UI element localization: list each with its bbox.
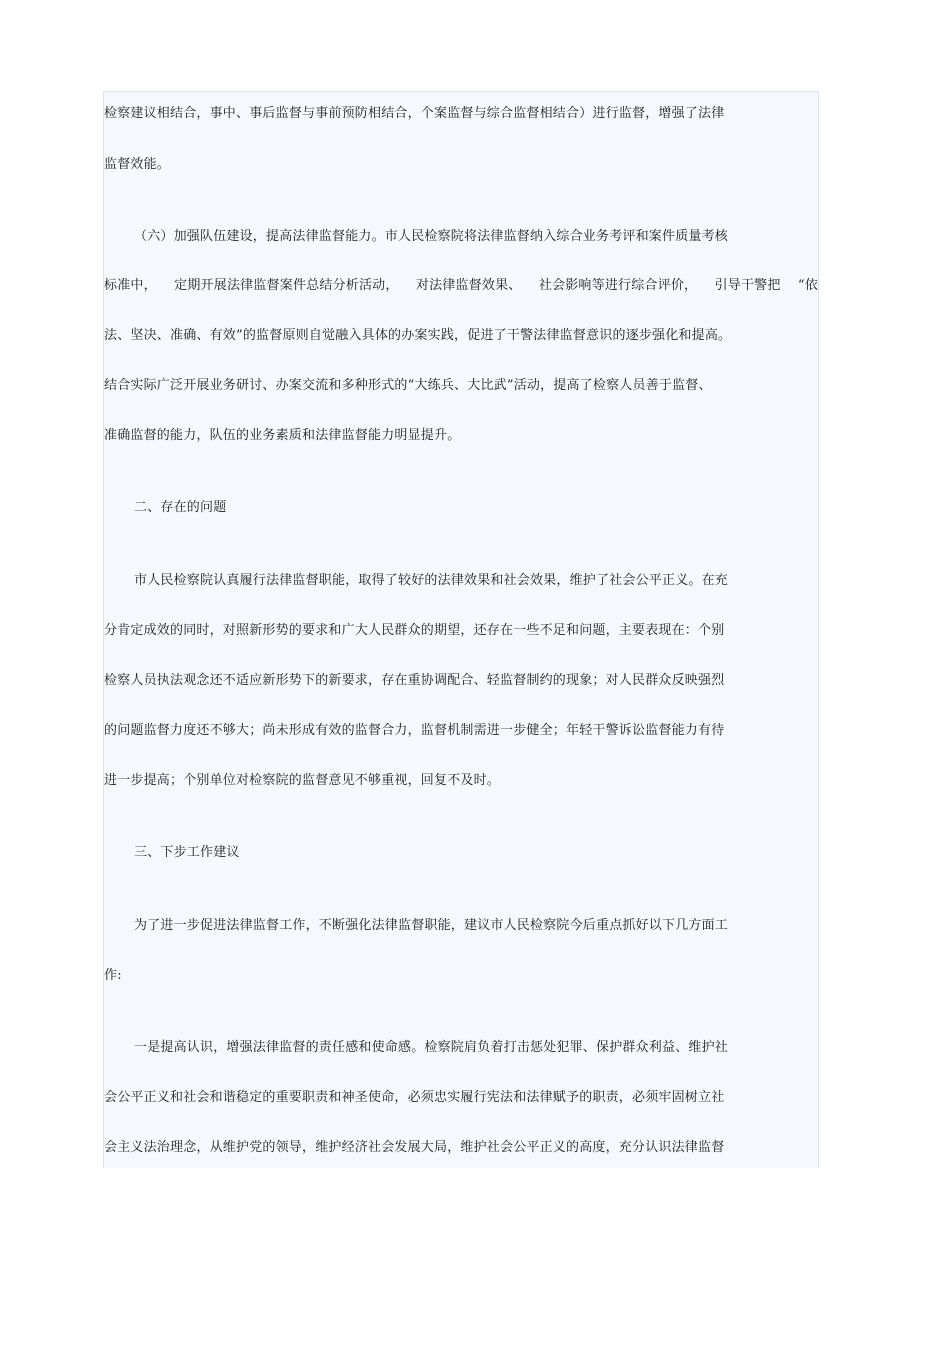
- paragraph-line: 为了进一步促进法律监督工作，不断强化法律监督职能，建议市人民检察院今后重点抓好以下几方面工: [134, 918, 729, 933]
- paragraph-line: 会主义法治理念，从维护党的领导，维护经济社会发展大局，维护社会公平正义的高度，充分认识法律监督: [104, 1140, 725, 1155]
- text-fragment: 标准中，: [104, 278, 157, 293]
- section-heading: 二、存在的问题: [134, 500, 227, 515]
- paragraph-line: 市人民检察院认真履行法律监督职能，取得了较好的法律效果和社会效果，维护了社会公平正义。在充: [134, 573, 729, 588]
- paragraph-line: 结合实际广泛开展业务研讨、办案交流和多种形式的“大练兵、大比武”活动，提高了检察人员善于监督、: [104, 378, 712, 393]
- paragraph-line: 的问题监督力度还不够大；尚未形成有效的监督合力，监督机制需进一步健全；年轻干警诉讼监督能力有待: [104, 723, 725, 738]
- text-fragment: “依: [797, 278, 818, 293]
- paragraph-line: 会公平正义和社会和谐稳定的重要职责和神圣使命，必须忠实履行宪法和法律赋予的职责，必须牢固树立社: [104, 1090, 725, 1105]
- paragraph-line: （六）加强队伍建设，提高法律监督能力。市人民检察院将法律监督纳入综合业务考评和案件质量考核: [134, 229, 729, 244]
- paragraph-line: 准确监督的能力，队伍的业务素质和法律监督能力明显提升。: [104, 428, 461, 443]
- paragraph-line: 检察人员执法观念还不适应新形势下的新要求，存在重协调配合、轻监督制约的现象；对人民群众反映强烈: [104, 673, 725, 688]
- paragraph-line: 作:: [104, 968, 122, 983]
- paragraph-line: [104, 277, 818, 295]
- paragraph-line: 进一步提高；个别单位对检察院的监督意见不够重视，回复不及时。: [104, 773, 501, 788]
- text-fragment: 定期开展法律监督案件总结分析活动，: [174, 278, 399, 293]
- document-body: [103, 91, 819, 1168]
- paragraph-line: 监督效能。: [104, 157, 171, 172]
- paragraph-line: 一是提高认识，增强法律监督的责任感和使命感。检察院肩负着打击惩处犯罪、保护群众利益、维护社: [134, 1040, 729, 1055]
- text-fragment: 社会影响等进行综合评价，: [538, 278, 698, 293]
- text-fragment: 引导干警把: [714, 278, 781, 293]
- text-fragment: 对法律监督效果、: [415, 278, 522, 293]
- paragraph-line: 分肯定成效的同时，对照新形势的要求和广大人民群众的期望，还存在一些不足和问题，主要表现在：个别: [104, 623, 725, 638]
- section-heading: 三、下步工作建议: [134, 845, 240, 860]
- paragraph-line: 检察建议相结合，事中、事后监督与事前预防相结合，个案监督与综合监督相结合）进行监督，增强了法律: [104, 106, 725, 121]
- paragraph-line: 法、坚决、准确、有效”的监督原则自觉融入具体的办案实践，促进了干警法律监督意识的逐步强化和提高。: [104, 328, 732, 343]
